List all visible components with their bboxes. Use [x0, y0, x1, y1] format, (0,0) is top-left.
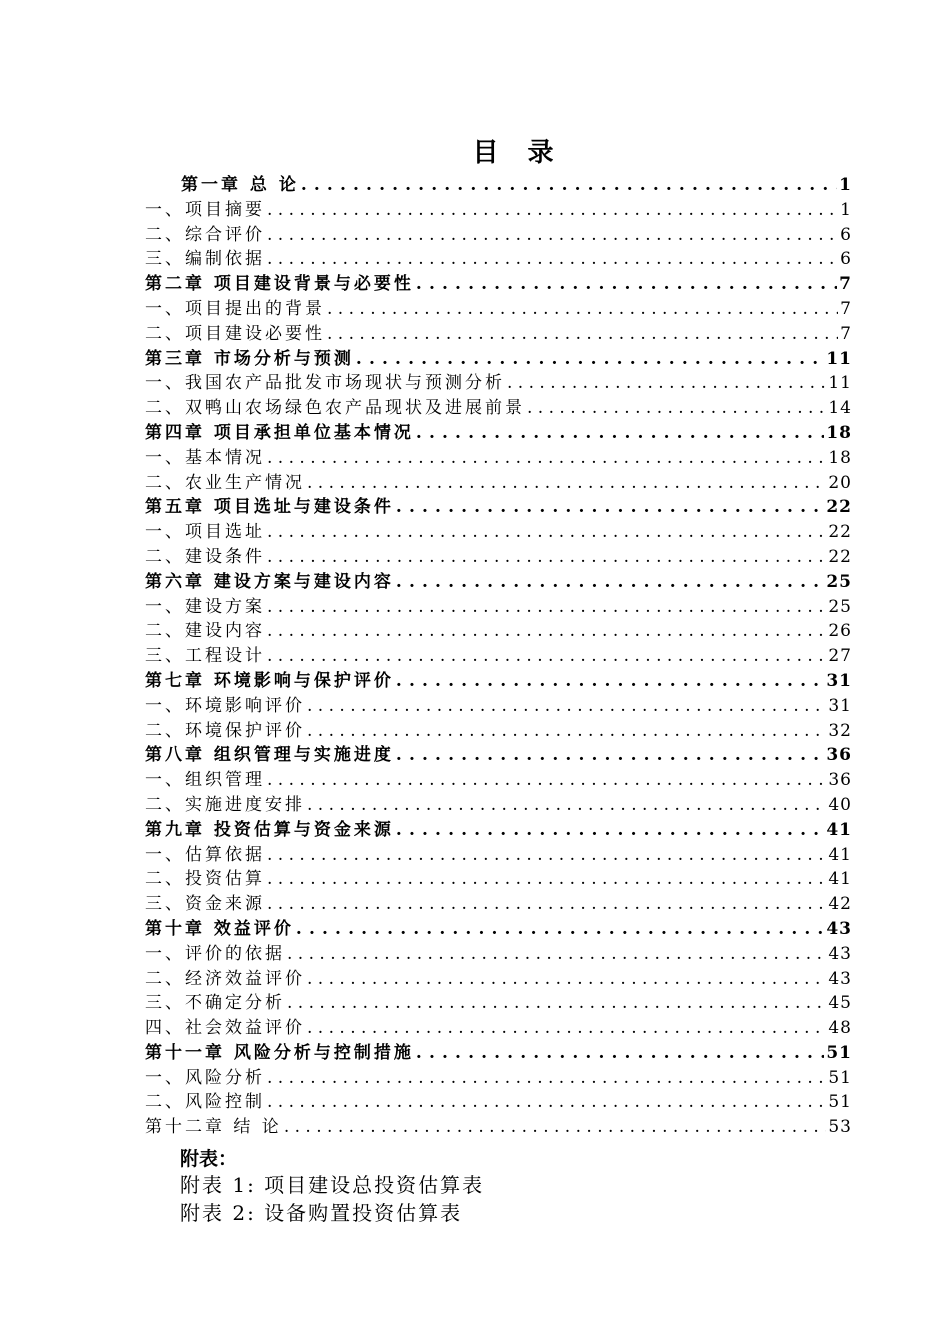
- toc-page-number: 1: [839, 175, 852, 195]
- dot-leader: [265, 768, 826, 793]
- dot-leader: [265, 198, 838, 223]
- dot-leader: [265, 223, 838, 248]
- toc-section-entry[interactable]: [145, 446, 852, 471]
- toc-entry-label: 二、投资估算: [145, 869, 265, 890]
- dot-leader: [414, 1041, 824, 1066]
- toc-entry-label: 第三章 市场分析与预测: [145, 348, 354, 369]
- toc-entry-label: 第十一章 风险分析与控制措施: [145, 1042, 414, 1063]
- toc-chapter-entry[interactable]: [145, 272, 852, 297]
- toc-section-entry[interactable]: [145, 793, 852, 818]
- dot-leader: [265, 446, 826, 471]
- appendix-item: 附表 2: 设备购置投资估算表: [180, 1201, 463, 1225]
- toc-entry-label: 一、组织管理: [145, 770, 265, 791]
- toc-page-number: 18: [826, 422, 852, 443]
- toc-entry-label: 第六章 建设方案与建设内容: [145, 571, 394, 592]
- toc-page-number: 53: [828, 1117, 852, 1138]
- toc-page-number: 22: [826, 497, 852, 518]
- toc-page-number: 43: [826, 918, 852, 939]
- toc-entry-label: 第一章 总 论: [181, 175, 299, 195]
- toc-section-entry[interactable]: [145, 892, 852, 917]
- toc-entry-label: 二、建设条件: [145, 546, 265, 567]
- toc-entry-label: 二、双鸭山农场绿色农产品现状及进展前景: [145, 398, 525, 419]
- toc-chapter-entry[interactable]: [145, 669, 852, 694]
- toc-entry-label: 二、农业生产情况: [145, 472, 305, 493]
- toc-chapter-entry[interactable]: [145, 421, 852, 446]
- toc-entry-label: 二、风险控制: [145, 1092, 265, 1113]
- dot-leader: [305, 967, 826, 992]
- toc-section-entry[interactable]: [145, 247, 852, 272]
- toc-chapter-entry[interactable]: [145, 495, 852, 520]
- dot-leader: [265, 867, 826, 892]
- toc-section-entry[interactable]: [145, 322, 852, 347]
- toc-page-number: 41: [826, 819, 852, 840]
- dot-leader: [325, 322, 838, 347]
- toc-entry-label: 四、社会效益评价: [145, 1018, 305, 1039]
- toc-entry-label: 一、评价的依据: [145, 943, 285, 964]
- toc-page-number: 36: [828, 770, 852, 791]
- toc-page-number: 51: [826, 1042, 852, 1063]
- toc-page-number: 43: [828, 943, 852, 964]
- dot-leader: [265, 644, 826, 669]
- toc-page-number: 22: [828, 546, 852, 567]
- dot-leader: [299, 173, 837, 198]
- dot-leader: [305, 719, 826, 744]
- toc-page-number: 51: [828, 1092, 852, 1113]
- appendix-section: [180, 1147, 484, 1227]
- toc-page-number: 20: [828, 472, 852, 493]
- dot-leader: [305, 694, 826, 719]
- dot-leader: [394, 669, 824, 694]
- toc-section-entry[interactable]: [145, 843, 852, 868]
- toc-entry-label: 第八章 组织管理与实施进度: [145, 745, 394, 766]
- dot-leader: [265, 1090, 826, 1115]
- toc-page-number: 7: [840, 323, 852, 344]
- toc-page-number: 6: [840, 224, 852, 245]
- toc-section-entry[interactable]: [145, 223, 852, 248]
- toc-entry-label: 一、建设方案: [145, 596, 265, 617]
- dot-leader: [285, 991, 826, 1016]
- toc-section-entry[interactable]: [145, 967, 852, 992]
- toc-section-entry[interactable]: [145, 1115, 852, 1140]
- dot-leader: [305, 471, 826, 496]
- toc-page-number: 18: [828, 447, 852, 468]
- toc-entry-label: 第九章 投资估算与资金来源: [145, 819, 394, 840]
- dot-leader: [282, 1115, 827, 1140]
- toc-page-number: 42: [828, 894, 852, 915]
- toc-entry-label: 三、资金来源: [145, 894, 265, 915]
- toc-page-number: 25: [828, 596, 852, 617]
- toc-entry-label: 二、综合评价: [145, 224, 265, 245]
- toc-page-number: 14: [828, 398, 852, 419]
- toc-chapter-entry[interactable]: [145, 743, 852, 768]
- toc-entry-label: 第十二章 结 论: [145, 1117, 282, 1138]
- dot-leader: [265, 545, 826, 570]
- dot-leader: [305, 793, 826, 818]
- toc-page-number: 45: [828, 993, 852, 1014]
- toc-section-entry[interactable]: [145, 694, 852, 719]
- toc-section-entry[interactable]: [145, 942, 852, 967]
- toc-section-entry[interactable]: [145, 867, 852, 892]
- toc-page-number: 32: [828, 720, 852, 741]
- toc-section-entry[interactable]: [145, 991, 852, 1016]
- toc-page-number: 26: [828, 621, 852, 642]
- toc-entry-label: 第五章 项目选址与建设条件: [145, 497, 394, 518]
- toc-section-entry[interactable]: [145, 1066, 852, 1091]
- toc-chapter-entry[interactable]: [145, 917, 852, 942]
- toc-page-number: 7: [839, 274, 852, 295]
- toc-section-entry[interactable]: [145, 471, 852, 496]
- dot-leader: [354, 347, 824, 372]
- dot-leader: [265, 619, 826, 644]
- toc-chapter-entry[interactable]: [145, 1041, 852, 1066]
- dot-leader: [265, 595, 826, 620]
- toc-section-entry[interactable]: [145, 371, 852, 396]
- toc-section-entry[interactable]: [145, 198, 852, 223]
- toc-entry-label: 二、项目建设必要性: [145, 323, 325, 344]
- toc-entry-label: 第七章 环境影响与保护评价: [145, 670, 394, 691]
- toc-chapter-entry[interactable]: [145, 818, 852, 843]
- toc-page-number: 36: [826, 745, 852, 766]
- toc-section-entry[interactable]: [145, 619, 852, 644]
- toc-entry-label: 二、经济效益评价: [145, 968, 305, 989]
- toc-page-number: 6: [840, 249, 852, 270]
- toc-entry-label: 二、环境保护评价: [145, 720, 305, 741]
- toc-entry-label: 一、项目摘要: [145, 199, 265, 220]
- table-of-contents: [145, 173, 852, 1140]
- dot-leader: [305, 1016, 826, 1041]
- toc-entry-label: 第二章 项目建设背景与必要性: [145, 274, 414, 295]
- toc-entry-label: 三、不确定分析: [145, 993, 285, 1014]
- toc-entry-label: 第十章 效益评价: [145, 918, 294, 939]
- toc-entry-label: 一、我国农产品批发市场现状与预测分析: [145, 373, 505, 394]
- dot-leader: [265, 892, 826, 917]
- toc-entry-label: 二、实施进度安排: [145, 794, 305, 815]
- toc-title: 目 录: [472, 138, 564, 168]
- toc-page-number: 31: [826, 670, 852, 691]
- toc-section-entry[interactable]: [145, 297, 852, 322]
- toc-page-number: 43: [828, 968, 852, 989]
- dot-leader: [394, 818, 824, 843]
- toc-page-number: 31: [828, 695, 852, 716]
- dot-leader: [285, 942, 826, 967]
- toc-entry-label: 三、工程设计: [145, 646, 265, 667]
- dot-leader: [394, 570, 824, 595]
- toc-page-number: 25: [826, 571, 852, 592]
- toc-entry-label: 一、项目选址: [145, 522, 265, 543]
- toc-section-entry[interactable]: [145, 520, 852, 545]
- dot-leader: [265, 1066, 826, 1091]
- toc-entry-label: 第四章 项目承担单位基本情况: [145, 422, 414, 443]
- toc-entry-label: 二、建设内容: [145, 621, 265, 642]
- toc-chapter-entry[interactable]: [145, 173, 852, 198]
- toc-section-entry[interactable]: [145, 1090, 852, 1115]
- toc-section-entry[interactable]: [145, 644, 852, 669]
- dot-leader: [394, 495, 824, 520]
- dot-leader: [414, 421, 824, 446]
- toc-chapter-entry[interactable]: [145, 570, 852, 595]
- toc-entry-label: 一、项目提出的背景: [145, 298, 325, 319]
- toc-entry-label: 一、估算依据: [145, 844, 265, 865]
- toc-page-number: 40: [828, 794, 852, 815]
- toc-page-number: 41: [828, 844, 852, 865]
- appendix-heading: 附表：: [180, 1148, 238, 1170]
- toc-section-entry[interactable]: [145, 595, 852, 620]
- toc-page-number: 51: [828, 1067, 852, 1088]
- toc-page-number: 7: [840, 298, 852, 319]
- toc-section-entry[interactable]: [145, 545, 852, 570]
- toc-page-number: 22: [828, 522, 852, 543]
- dot-leader: [265, 843, 826, 868]
- toc-page-number: 27: [828, 646, 852, 667]
- dot-leader: [294, 917, 824, 942]
- toc-section-entry[interactable]: [145, 719, 852, 744]
- toc-entry-label: 一、风险分析: [145, 1067, 265, 1088]
- toc-page-number: 11: [828, 373, 852, 394]
- dot-leader: [265, 520, 826, 545]
- dot-leader: [525, 396, 826, 421]
- appendix-item: 附表 1: 项目建设总投资估算表: [180, 1173, 485, 1197]
- toc-chapter-entry[interactable]: [145, 347, 852, 372]
- dot-leader: [394, 743, 824, 768]
- toc-section-entry[interactable]: [145, 768, 852, 793]
- dot-leader: [414, 272, 837, 297]
- toc-section-entry[interactable]: [145, 396, 852, 421]
- dot-leader: [505, 371, 826, 396]
- toc-page-number: 1: [840, 199, 852, 220]
- toc-entry-label: 三、编制依据: [145, 249, 265, 270]
- toc-entry-label: 一、基本情况: [145, 447, 265, 468]
- toc-page-number: 48: [828, 1018, 852, 1039]
- toc-entry-label: 一、环境影响评价: [145, 695, 305, 716]
- toc-page-number: 41: [828, 869, 852, 890]
- dot-leader: [325, 297, 838, 322]
- toc-section-entry[interactable]: [145, 1016, 852, 1041]
- toc-page-number: 11: [826, 348, 852, 369]
- dot-leader: [265, 247, 838, 272]
